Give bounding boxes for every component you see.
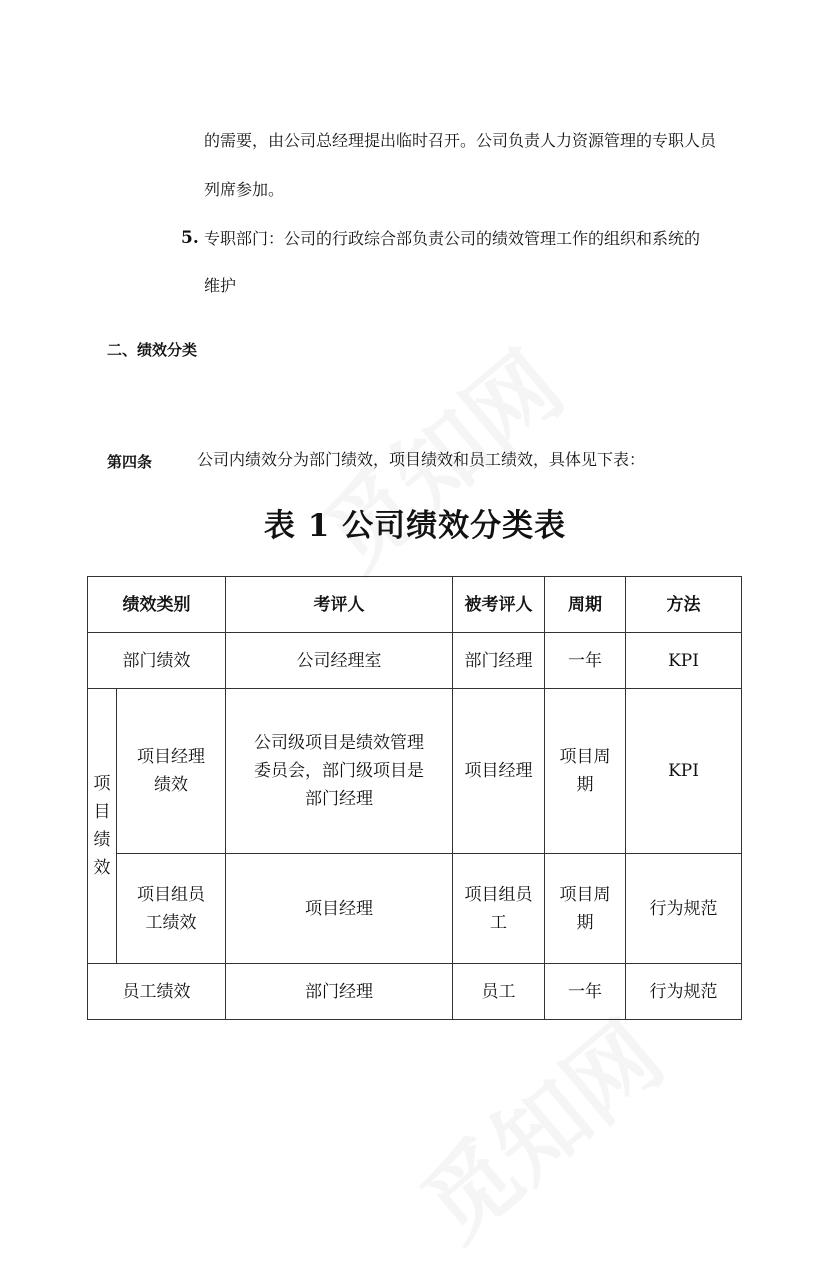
cell-evaluator: 部门经理 bbox=[226, 964, 453, 1020]
paragraph-line: 列席参加。 bbox=[204, 180, 285, 199]
list-item-number: 5. bbox=[181, 228, 199, 248]
cell-cycle: 一年 bbox=[545, 633, 626, 689]
cell-category: 部门绩效 bbox=[88, 633, 226, 689]
cell-cycle: 一年 bbox=[545, 964, 626, 1020]
performance-table bbox=[87, 576, 742, 1020]
table-row bbox=[88, 854, 742, 964]
cell-cycle: 项目周 期 bbox=[545, 854, 626, 964]
cell-evaluator: 公司经理室 bbox=[226, 633, 453, 689]
cell-evaluator: 项目经理 bbox=[226, 854, 453, 964]
table-header-row bbox=[88, 577, 742, 633]
paragraph-line: 的需要，由公司总经理提出临时召开。公司负责人力资源管理的专职人员 bbox=[204, 131, 717, 150]
header-evaluatee: 被考评人 bbox=[453, 577, 545, 633]
cell-category: 员工绩效 bbox=[88, 964, 226, 1020]
project-group-label: 项 目 绩 效 bbox=[88, 689, 117, 964]
watermark bbox=[390, 987, 686, 1265]
cell-evaluatee: 项目经理 bbox=[453, 689, 545, 854]
cell-evaluatee: 项目组员 工 bbox=[453, 854, 545, 964]
table-row bbox=[88, 964, 742, 1020]
cell-method: 行为规范 bbox=[626, 854, 742, 964]
header-cycle: 周期 bbox=[545, 577, 626, 633]
cell-evaluator: 公司级项目是绩效管理 委员会，部门级项目是 部门经理 bbox=[226, 689, 453, 854]
table-row bbox=[88, 689, 742, 854]
table-title: 表 1 公司绩效分类表 bbox=[263, 508, 567, 544]
header-method: 方法 bbox=[626, 577, 742, 633]
cell-method: KPI bbox=[626, 633, 742, 689]
cell-cycle: 项目周 期 bbox=[545, 689, 626, 854]
cell-evaluatee: 员工 bbox=[453, 964, 545, 1020]
cell-method: 行为规范 bbox=[626, 964, 742, 1020]
article-text: 公司内绩效分为部门绩效，项目绩效和员工绩效，具体见下表： bbox=[197, 450, 646, 469]
header-category: 绩效类别 bbox=[88, 577, 226, 633]
cell-category: 项目组员 工绩效 bbox=[117, 854, 226, 964]
section-heading: 二、绩效分类 bbox=[107, 341, 198, 359]
cell-evaluatee: 部门经理 bbox=[453, 633, 545, 689]
header-evaluator: 考评人 bbox=[226, 577, 453, 633]
list-item-text: 专职部门：公司的行政综合部负责公司的绩效管理工作的组织和系统的 bbox=[204, 229, 701, 248]
article-label: 第四条 bbox=[107, 453, 153, 471]
cell-method: KPI bbox=[626, 689, 742, 854]
table-row bbox=[88, 633, 742, 689]
list-item-text: 维护 bbox=[204, 276, 237, 295]
cell-category: 项目经理 绩效 bbox=[117, 689, 226, 854]
